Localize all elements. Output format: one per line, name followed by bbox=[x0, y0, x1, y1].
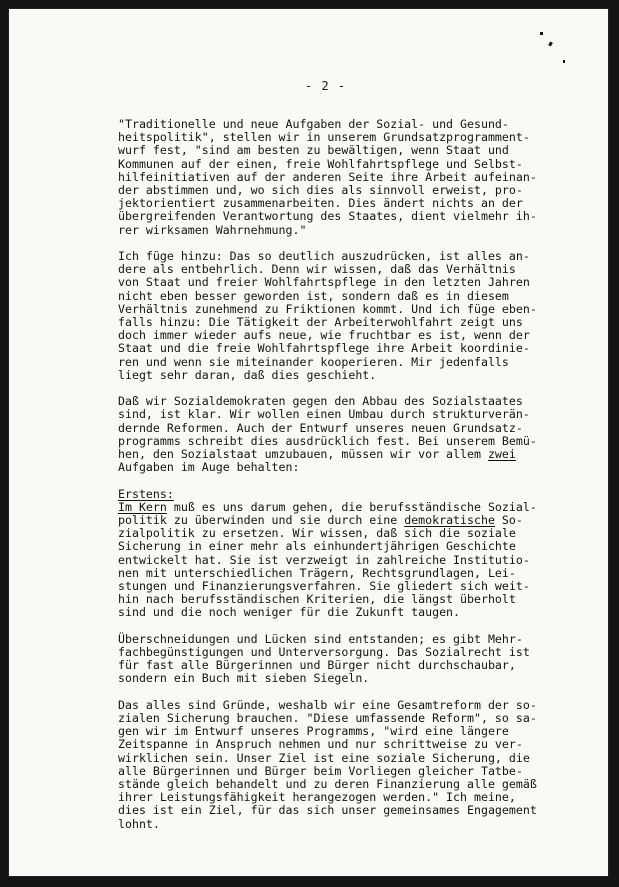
underlined-text: Im Kern bbox=[118, 499, 167, 514]
paragraph bbox=[118, 395, 558, 474]
text-segment: So- bbox=[494, 513, 523, 528]
text-segment: stände gleich behandelt und zu deren Finanzierung alle gemäß bbox=[118, 777, 537, 792]
text-segment: nen mit unterschiedlichen Trägern, Rechtsgrundlagen, Lei- bbox=[118, 565, 516, 580]
text-segment: "Traditionelle und neue Aufgaben der Sozial- und Gesund- bbox=[118, 117, 509, 131]
text-segment: politik zu überwinden und sie durch eine bbox=[118, 513, 405, 528]
text-segment: dies ist ein Ziel, für das sich unser gemeinsames Engagement bbox=[118, 803, 537, 818]
text-segment: sondern ein Buch mit sieben Siegeln. bbox=[118, 671, 370, 686]
paragraph bbox=[118, 633, 558, 686]
text-segment: lohnt. bbox=[118, 816, 160, 831]
text-segment: wurf fest, "sind am besten zu bewältigen, wenn Staat und bbox=[118, 143, 509, 158]
text-line bbox=[118, 672, 558, 685]
text-segment: programms schreibt dies ausdrücklich fest. Bei unserem Bemü- bbox=[118, 433, 537, 448]
text-line bbox=[118, 461, 558, 474]
body-text bbox=[118, 118, 558, 844]
text-segment: sind, ist klar. Wir wollen einen Umbau durch strukturverän- bbox=[118, 407, 530, 422]
text-segment: ihrer Leistungsfähigkeit herangezogen werden." Ich meine, bbox=[118, 790, 516, 805]
text-segment: liegt sehr daran, daß dies geschieht. bbox=[118, 367, 377, 382]
text-segment: ren und wenn sie miteinander kooperieren. Mir jedenfalls bbox=[118, 354, 509, 369]
text-segment: heitspolitik", stellen wir in unserem Grundsatzprogramment- bbox=[118, 130, 530, 145]
text-segment: hen, den Sozialstaat umzubauen, müssen wir vor allem bbox=[118, 447, 488, 462]
text-segment: von Staat und freier Wohlfahrtspflege in den letzten Jahren bbox=[118, 275, 530, 290]
text-segment: Verhältnis zunehmend zu Friktionen kommt. Und ich füge eben- bbox=[118, 301, 537, 316]
text-segment: fachbegünstigungen und Unterversorgung. Das Sozialrecht ist bbox=[118, 645, 530, 660]
text-segment: Das alles sind Gründe, weshalb wir eine Gesamtreform der so- bbox=[118, 697, 537, 712]
text-line bbox=[118, 369, 558, 382]
text-segment: zialpolitik zu ersetzen. Wir wissen, daß sich die soziale bbox=[118, 526, 516, 541]
text-segment: nicht eben besser geworden ist, sondern daß es in diesem bbox=[118, 288, 509, 303]
text-segment: Daß wir Sozialdemokraten gegen den Abbau des Sozialstaates bbox=[118, 394, 523, 409]
text-line bbox=[118, 224, 558, 237]
text-segment: übergreifenden Verantwortung des Staates, dient vielmehr ih- bbox=[118, 209, 537, 224]
text-segment: Staat und die freie Wohlfahrtspflege ihre Arbeit koordinie- bbox=[118, 341, 530, 356]
text-segment: Zeitspanne in Anspruch nehmen und nur schrittweise zu ver- bbox=[118, 737, 523, 752]
underlined-text: zwei bbox=[487, 447, 516, 462]
text-segment: dere als entbehrlich. Denn wir wissen, daß das Verhältnis bbox=[118, 262, 516, 277]
text-segment: Ich füge hinzu: Das so deutlich auszudrücken, ist alles an- bbox=[118, 249, 530, 264]
text-line bbox=[118, 818, 558, 831]
underlined-text: Erstens: bbox=[118, 486, 174, 501]
text-segment: für fast alle Bürgerinnen und Bürger nicht durchschaubar, bbox=[118, 658, 516, 673]
paragraph bbox=[118, 250, 558, 382]
text-segment: zialen Sicherung brauchen. "Diese umfassende Reform", so sa- bbox=[118, 711, 537, 726]
text-segment: Kommunen auf der einen, freie Wohlfahrtspflege und Selbst- bbox=[118, 156, 523, 171]
text-segment: wirklichen sein. Unser Ziel ist eine soziale Sicherung, die bbox=[118, 750, 530, 765]
text-segment: falls hinzu: Die Tätigkeit der Arbeiterwohlfahrt zeigt uns bbox=[118, 315, 523, 330]
text-segment: der abstimmen und, wo sich dies als sinnvoll erweist, pro- bbox=[118, 183, 523, 198]
underlined-text: demokratische bbox=[404, 513, 495, 528]
text-segment: sind und die noch weniger für die Zukunft taugen. bbox=[118, 605, 461, 620]
text-segment: hin nach berufsständischen Kriterien, die längst überholt bbox=[118, 592, 516, 607]
text-segment: jektorientiert zusammenarbeiten. Dies ändert nichts an der bbox=[118, 196, 523, 211]
text-line bbox=[118, 804, 558, 817]
text-segment: rer wirksamen Wahrnehmung." bbox=[118, 222, 307, 237]
paragraph bbox=[118, 699, 558, 831]
text-segment: doch immer wieder aufs neue, wie fruchtbar es ist, wenn der bbox=[118, 328, 530, 343]
paragraph bbox=[118, 118, 558, 237]
text-segment: entwickelt hat. Sie ist verzweigt in zahlreiche Institutio- bbox=[118, 552, 530, 567]
text-segment: muß es uns darum gehen, die berufsständische Sozial- bbox=[166, 499, 537, 514]
text-segment: Aufgaben im Auge behalten: bbox=[118, 460, 300, 475]
text-segment: Überschneidungen und Lücken sind entstanden; es gibt Mehr- bbox=[118, 631, 523, 646]
page-number: - 2 - bbox=[305, 79, 347, 93]
paragraph bbox=[118, 488, 558, 620]
text-segment: alle Bürgerinnen und Bürger beim Vorliegen gleicher Tatbe- bbox=[118, 763, 523, 778]
text-segment: gen wir im Entwurf unseres Programms, "wird eine längere bbox=[118, 724, 509, 739]
text-segment: stungen und Finanzierungsverfahren. Sie gliedert sich weit- bbox=[118, 579, 530, 594]
text-line bbox=[118, 606, 558, 619]
text-segment: hilfeinitiativen auf der anderen Seite ihre Arbeit aufeinan- bbox=[118, 169, 537, 184]
scan-speck bbox=[563, 60, 565, 63]
text-segment: Sicherung in einer mehr als einhundertjährigen Geschichte bbox=[118, 539, 516, 554]
scan-speck bbox=[540, 32, 543, 35]
text-segment: dernde Reformen. Auch der Entwurf unseres neuen Grundsatz- bbox=[118, 420, 523, 435]
